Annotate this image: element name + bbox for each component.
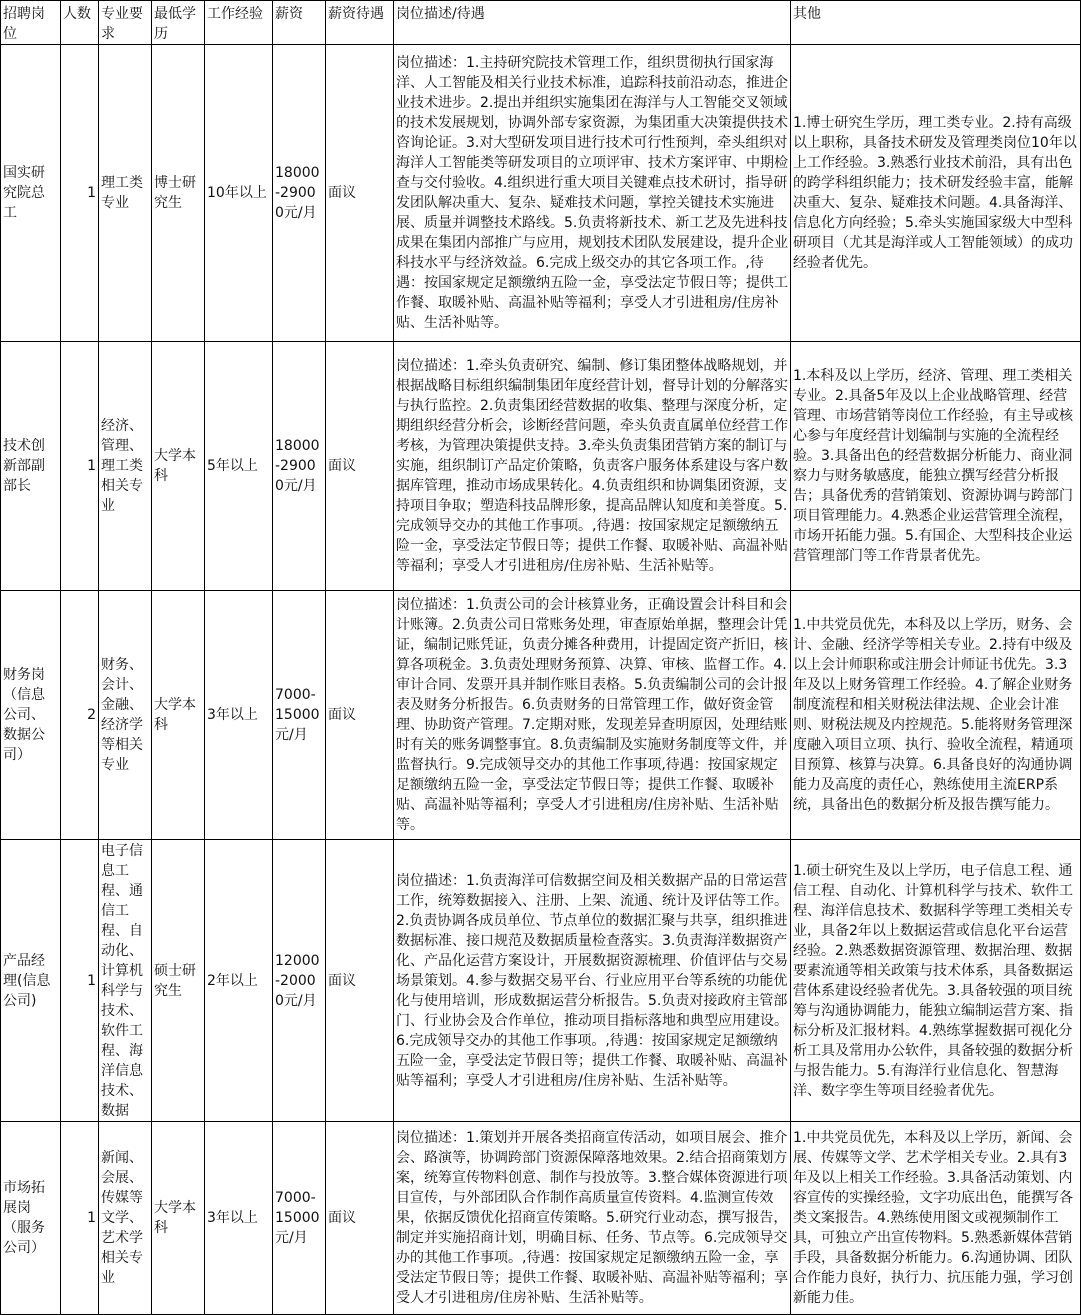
- cell-position: 产品经理(信息公司): [1, 840, 61, 1122]
- cell-position: 财务岗（信息公司、数据公司）: [1, 591, 61, 840]
- cell-position: 技术创新部副部长: [1, 342, 61, 591]
- table-row: [1, 591, 1081, 840]
- cell-description: 岗位描述：1.策划并开展各类招商宣传活动，如项目展会、推介会、路演等，协调跨部门资源保障落地效果。2.结合招商策划方案，统筹宣传物料创意、制作与投放等。3.整合媒体资源进行项目宣传，与外部团队合作制作高质量宣传资料。4.监测宣传效果，依据反馈优化招商宣传策略。5.研究行业动态，撰写报告，制定并实施招商计划，明确目标、任务、节点等。6.完成领导交办的其他工作事项。,待遇：按国家规定足额缴纳五险一金，享受法定节假日等；提供工作餐、取暖补贴、高温补贴等福利；享受人才引进租房/住房补贴、生活补贴等。: [394, 1122, 791, 1315]
- cell-salary-treatment: 面议: [326, 342, 394, 591]
- cell-other: 1.博士研究生学历，理工类专业。2.持有高级以上职称，具备技术研发及管理类岗位10年以上工作经验。3.熟悉行业技术前沿，具有出色的跨学科组织能力；技术研发经验丰富，能解决重大、复杂、疑难技术问题。4.具备海洋、信息化方向经验；5.牵头实施国家级大中型科研项目（尤其是海洋或人工智能领域）的成功经验者优先。: [791, 45, 1081, 342]
- cell-count: 1: [61, 45, 99, 342]
- cell-position: 国实研究院总工: [1, 45, 61, 342]
- cell-other: 1.中共党员优先，本科及以上学历，新闻、会展、传媒等文学、艺术学相关专业。2.具有3年及以上相关工作经验。3.具备活动策划、内容宣传的实操经验，文字功底出色，能撰写各类文案报告。4.熟练使用图文或视频制作工具，可独立产出宣传物料。5.熟悉新媒体营销手段，具备数据分析能力。6.沟通协调、团队合作能力良好，执行力、抗压能力强，学习创新能力佳。: [791, 1122, 1081, 1315]
- table-row: [1, 342, 1081, 591]
- header-experience: 工作经验: [205, 1, 273, 45]
- cell-description: 岗位描述：1.主持研究院技术管理工作，组织贯彻执行国家海洋、人工智能及相关行业技术标准，追踪科技前沿动态，推进企业技术进步。2.提出并组织实施集团在海洋与人工智能交叉领域的技术发展规划，协调外部专家资源，为集团重大决策提供技术咨询论证。3.对大型研发项目进行技术可行性预判，牵头组织对海洋人工智能类等研发项目的立项评审、技术方案评审、中期检查与交付验收。4.组织进行重大项目关键难点技术研讨，指导研发团队解决重大、复杂、疑难技术问题，掌控关键技术实施进展、质量并调整技术路线。5.负责将新技术、新工艺及先进科技成果在集团内部推广与应用，规划技术团队发展建设，提升企业科技水平与经济效益。6.完成上级交办的其它各项工作。,待遇：按国家规定足额缴纳五险一金，享受法定节假日等；提供工作餐、取暖补贴、高温补贴等福利；享受人才引进租房/住房补贴、生活补贴等。: [394, 45, 791, 342]
- cell-salary-treatment: 面议: [326, 45, 394, 342]
- cell-education: 大学本科: [152, 342, 205, 591]
- cell-education: 大学本科: [152, 1122, 205, 1315]
- cell-salary: 18000-29000元/月: [273, 45, 326, 342]
- cell-description: 岗位描述：1.负责公司的会计核算业务，正确设置会计科目和会计账簿。2.负责公司日常账务处理，审查原始单据，整理会计凭证，编制记账凭证，负责分摊各种费用，计提固定资产折旧，核算各项税金。3.负责处理财务预算、决算、审核、监督工作。4.审计合同、发票开具并制作账目表格。5.负责编制公司的会计报表及财务分析报告。6.负责财务的日常管理工作，做好资金管理、协助资产管理。7.定期对账，发现差异查明原因，处理结账时有关的账务调整事宜。8.负责编制及实施财务制度等文件，并监督执行。9.完成领导交办的其他工作事项,待遇：按国家规定足额缴纳五险一金，享受法定节假日等；提供工作餐、取暖补贴、高温补贴等福利；享受人才引进租房/住房补贴、生活补贴等。: [394, 591, 791, 840]
- cell-other: 1.中共党员优先，本科及以上学历，财务、会计、金融、经济学等相关专业。2.持有中级及以上会计师职称或注册会计师证书优先。3.3年及以上财务管理工作经验。4.了解企业财务制度流程和相关财税法律法规、企业会计准则、财税法规及内控规范。5.能将财务管理深度融入项目立项、执行、验收全流程，精通项目预算、核算与决算。6.具备良好的沟通协调能力及高度的责任心，熟练使用主流ERP系统，具备出色的数据分析及报告撰写能力。: [791, 591, 1081, 840]
- header-other: 其他: [791, 1, 1081, 45]
- table-row: [1, 840, 1081, 1122]
- header-row: [1, 1, 1081, 45]
- header-count: 人数: [61, 1, 99, 45]
- cell-salary-treatment: 面议: [326, 840, 394, 1122]
- cell-major: 经济、管理、理工类相关专业: [99, 342, 152, 591]
- cell-salary-treatment: 面议: [326, 1122, 394, 1315]
- header-salary-treatment: 薪资待遇: [326, 1, 394, 45]
- cell-major: 新闻、会展、传媒等文学、艺术学相关专业: [99, 1122, 152, 1315]
- cell-description: 岗位描述：1.负责海洋可信数据空间及相关数据产品的日常运营工作，统筹数据接入、注册、上架、流通、统计及评估等工作。2.负责协调各成员单位、节点单位的数据汇聚与共享，组织推进数据标准、接口规范及数据质量检查落实。3.负责海洋数据资产化、产品化运营方案设计，开展数据资源梳理、价值评估与交易场景策划。4.参与数据交易平台、行业应用平台等系统的功能优化与使用培训，形成数据运营分析报告。5.负责对接政府主管部门、行业协会及合作单位，推动项目指标落地和典型应用建设。6.完成领导交办的其他工作事项。,待遇：按国家规定足额缴纳五险一金，享受法定节假日等；提供工作餐、取暖补贴、高温补贴等福利；享受人才引进租房/住房补贴、生活补贴等。: [394, 840, 791, 1122]
- table-row: [1, 1122, 1081, 1315]
- cell-education: 博士研究生: [152, 45, 205, 342]
- cell-description: 岗位描述：1.牵头负责研究、编制、修订集团整体战略规划，并根据战略目标组织编制集团年度经营计划，督导计划的分解落实与执行监控。2.负责集团经营数据的收集、整理与深度分析，定期组织经营分析会，诊断经营问题，牵头负责直属单位经营工作考核，为管理决策提供支持。3.牵头负责集团营销方案的制订与实施，组织制订产品定价策略，负责客户服务体系建设与客户数据库管理，推动市场成果转化。4.负责组织和协调集团资源，支持项目争取；塑造科技品牌形象，提高品牌认知度和美誉度。5.完成领导交办的其他工作事项。,待遇：按国家规定足额缴纳五险一金，享受法定节假日等；提供工作餐、取暖补贴、高温补贴等福利；享受人才引进租房/住房补贴、生活补贴等。: [394, 342, 791, 591]
- cell-salary: 7000-15000元/月: [273, 591, 326, 840]
- cell-experience: 3年以上: [205, 591, 273, 840]
- cell-count: 1: [61, 840, 99, 1122]
- cell-other: 1.本科及以上学历，经济、管理、理工类相关专业。2.具备5年及以上企业战略管理、经营管理、市场营销等岗位工作经验，有主导或核心参与年度经营计划编制与实施的全流程经验。3.具备出色的经营数据分析能力、商业洞察力与财务敏感度，能独立撰写经营分析报告；具备优秀的营销策划、资源协调与跨部门项目管理能力。4.熟悉企业运营管理全流程，市场开拓能力强。5.有国企、大型科技企业运营管理部门等工作背景者优先。: [791, 342, 1081, 591]
- cell-position: 市场拓展岗（服务公司）: [1, 1122, 61, 1315]
- header-description: 岗位描述/待遇: [394, 1, 791, 45]
- table-row: [1, 45, 1081, 342]
- cell-salary: 12000-20000元/月: [273, 840, 326, 1122]
- cell-education: 大学本科: [152, 591, 205, 840]
- cell-experience: 3年以上: [205, 1122, 273, 1315]
- cell-salary-treatment: 面议: [326, 591, 394, 840]
- header-education: 最低学历: [152, 1, 205, 45]
- cell-experience: 5年以上: [205, 342, 273, 591]
- cell-salary: 7000-15000元/月: [273, 1122, 326, 1315]
- cell-experience: 2年以上: [205, 840, 273, 1122]
- cell-count: 1: [61, 1122, 99, 1315]
- header-position: 招聘岗位: [1, 1, 61, 45]
- header-salary: 薪资: [273, 1, 326, 45]
- cell-salary: 18000-29000元/月: [273, 342, 326, 591]
- cell-education: 硕士研究生: [152, 840, 205, 1122]
- header-major: 专业要求: [99, 1, 152, 45]
- cell-other: 1.硕士研究生及以上学历，电子信息工程、通信工程、自动化、计算机科学与技术、软件工程、海洋信息技术、数据科学等理工类相关专业，具备2年以上数据运营或信息化平台运营经验。2.熟悉数据资源管理、数据治理、数据要素流通等相关政策与技术体系，具备数据运营体系建设经验者优先。3.具备较强的项目统筹与沟通协调能力，能独立编制运营方案、指标分析及汇报材料。4.熟练掌握数据可视化分析工具及常用办公软件，具备较强的数据分析与报告能力。5.有海洋行业信息化、智慧海洋、数字孪生等项目经验者优先。: [791, 840, 1081, 1122]
- cell-experience: 10年以上: [205, 45, 273, 342]
- cell-major: 理工类专业: [99, 45, 152, 342]
- cell-major: 财务、会计、金融、经济学等相关专业: [99, 591, 152, 840]
- cell-major: 电子信息工程、通信工程、自动化、计算机科学与技术、软件工程、海洋信息技术、数据: [99, 840, 152, 1122]
- cell-count: 2: [61, 591, 99, 840]
- cell-count: 1: [61, 342, 99, 591]
